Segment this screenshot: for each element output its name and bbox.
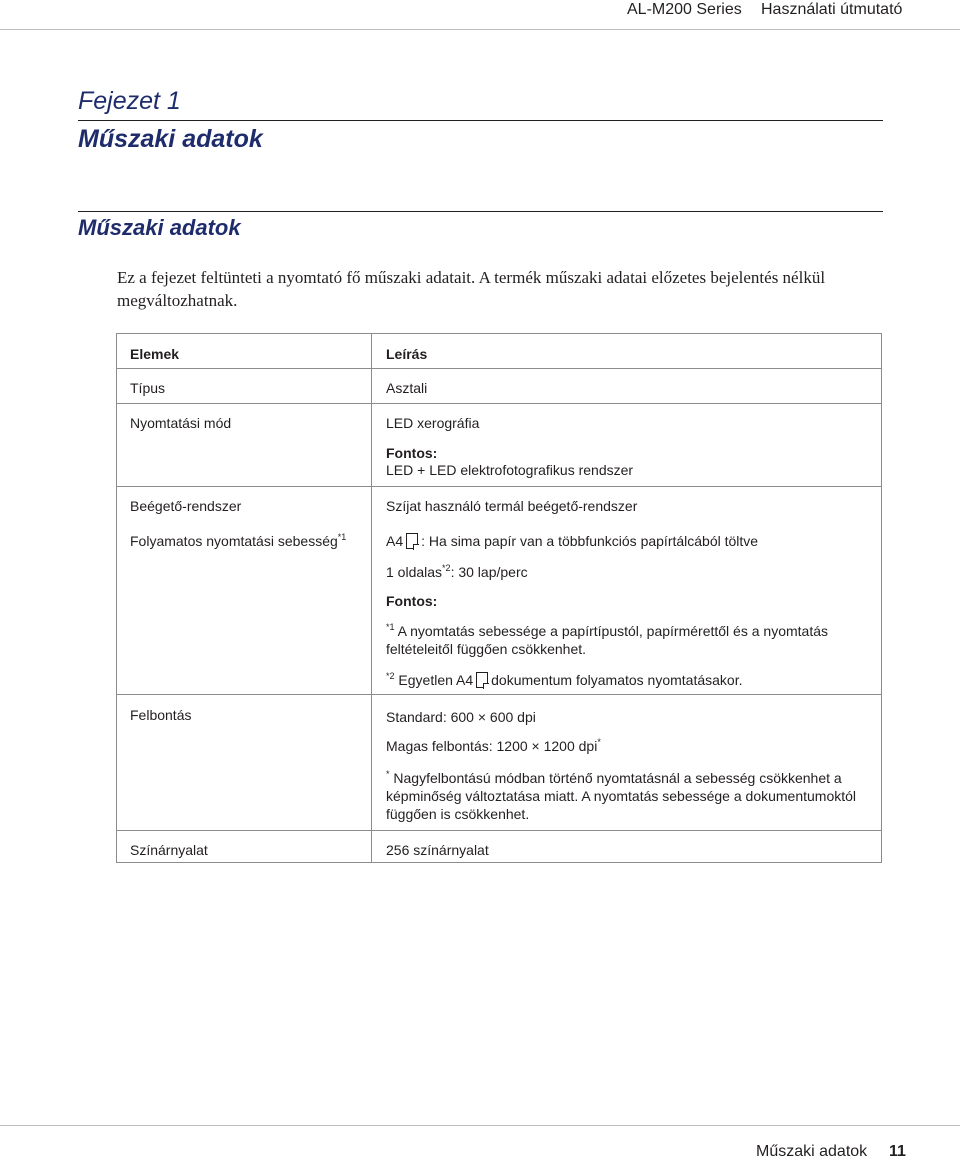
row-divider (117, 403, 881, 404)
row-type-label: Típus (130, 380, 166, 396)
row-fuser-label: Beégető-rendszer (130, 498, 242, 514)
speed-note-2-prefix: Egyetlen A4 (398, 672, 474, 688)
chapter-label: Fejezet 1 (78, 87, 181, 115)
footer-page-number: 11 (889, 1143, 906, 1160)
resolution-high-line (386, 737, 871, 755)
speed-note-2 (386, 671, 871, 689)
row-divider (117, 694, 881, 695)
row-grayscale-label: Színárnyalat (130, 842, 208, 858)
section-divider (78, 211, 883, 212)
row-type-value: Asztali (386, 380, 428, 396)
resolution-note-marker: * (386, 769, 390, 779)
print-mode-note-text: LED + LED elektrofotografikus rendszer (386, 462, 634, 478)
speed-a4-text: : Ha sima papír van a többfunkciós papírtálcából töltve (421, 533, 759, 549)
chapter-divider (78, 120, 883, 121)
row-speed-label (130, 532, 360, 550)
speed-note-title: Fontos: (386, 593, 438, 609)
chapter-title: Műszaki adatok (78, 125, 263, 153)
speed-a4-line (386, 532, 871, 550)
specifications-table (116, 333, 882, 863)
speed-simplex-label: 1 oldalas (386, 564, 443, 580)
resolution-note-text: Nagyfelbontású módban történő nyomtatásnál a sebesség csökkenhet a képminőség változtatása miatt. A nyomtatás sebessége a dokumentumoktól függően is csökkenhet. (386, 770, 857, 822)
speed-simplex-value: : 30 lap/perc (450, 564, 528, 580)
row-grayscale-value: 256 színárnyalat (386, 842, 489, 858)
row-fuser-value: Szíjat használó termál beégető-rendszer (386, 498, 638, 514)
header-guide-title: Használati útmutató (761, 1, 903, 18)
row-resolution-label: Felbontás (130, 707, 192, 723)
portrait-page-icon (406, 533, 418, 549)
row-divider (117, 830, 881, 831)
speed-label-text: Folyamatos nyomtatási sebesség (130, 533, 338, 549)
table-header-description: Leírás (386, 346, 428, 362)
column-divider (371, 334, 372, 862)
speed-simplex-footnote: *2 (442, 563, 451, 573)
table-header-items: Elemek (130, 346, 180, 362)
header-divider (0, 29, 960, 30)
row-divider (117, 368, 881, 369)
resolution-note (386, 769, 871, 823)
footer-divider (0, 1125, 960, 1126)
speed-note-2-marker: *2 (386, 671, 395, 681)
row-print-mode-label: Nyomtatási mód (130, 415, 232, 431)
resolution-standard: Standard: 600 × 600 dpi (386, 709, 536, 725)
speed-simplex-line (386, 563, 871, 581)
row-divider (117, 486, 881, 487)
page-header (0, 0, 960, 32)
speed-note-2-suffix: dokumentum folyamatos nyomtatásakor. (491, 672, 743, 688)
print-mode-note-title: Fontos: (386, 445, 438, 461)
section-title: Műszaki adatok (78, 215, 241, 240)
speed-note-1 (386, 622, 871, 658)
resolution-high-footnote: * (597, 737, 601, 747)
row-print-mode-value: LED xerográfia (386, 415, 480, 431)
portrait-page-icon (476, 672, 488, 688)
resolution-high: Magas felbontás: 1200 × 1200 dpi (386, 738, 598, 754)
speed-a4-prefix: A4 (386, 533, 404, 549)
header-series: AL-M200 Series (627, 1, 742, 18)
speed-note-1-marker: *1 (386, 622, 395, 632)
speed-label-footnote: *1 (337, 532, 347, 542)
speed-note-1-text: A nyomtatás sebessége a papírtípustól, papírmérettől és a nyomtatás feltételeitől függően csökkenhet. (386, 623, 828, 657)
section-intro: Ez a fejezet feltünteti a nyomtató fő műszaki adatait. A termék műszaki adatai előzetes bejelentés nélkül megváltozhatnak. (117, 268, 826, 310)
footer-section-title: Műszaki adatok (756, 1143, 868, 1160)
